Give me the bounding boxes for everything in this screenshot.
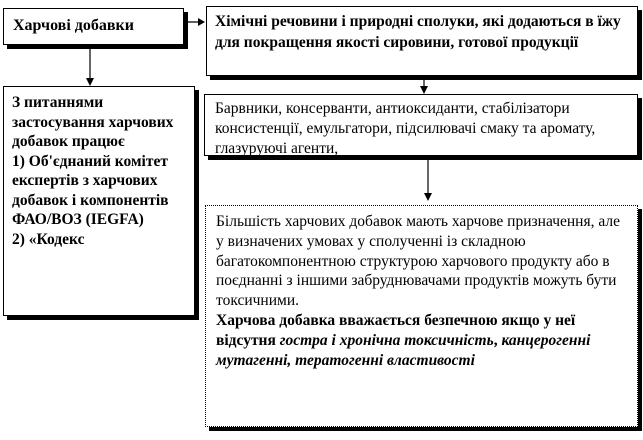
safety-acute-chronic-toxicity: гостра і хронічна токсичність [279, 331, 494, 349]
arrowhead-definition-to-types [420, 86, 428, 94]
arrowhead-types-to-safety [424, 193, 432, 201]
additive-types-box [204, 94, 638, 156]
safety-paragraph-2-lead: Харчова добавка вважається безпечною якщо у неї відсутня [216, 311, 576, 349]
safety-carcinogenic-properties: канцерогенні мутагенні, тератогенні властивості [216, 331, 591, 369]
bodies-item-1: 1) Об'єднаний комітет експертів з харчових добавок і компонентів ФАО/ВОЗ (IEGFA) [12, 152, 169, 228]
safety-box [205, 205, 638, 427]
additive-types-text: Барвники, консерванти, антиоксиданти, стабілізатори консистенції, емульгатори, підсилювачі смаку та аромату, глазуруючі агенти, [215, 100, 596, 156]
safety-separator: , [493, 331, 502, 349]
safety-paragraph-1: Більшість харчових добавок мають харчове призначення, але у визначених умовах у сполученні із складною багатокомпонентною структурою харчового продукту або в поєднанні з іншими забруднювачами продуктів можуть бути токсичними. [216, 213, 620, 310]
arrowhead-title-to-definition [198, 18, 205, 26]
title-text: Харчові добавки [13, 17, 134, 34]
regulatory-bodies-box [3, 86, 195, 316]
definition-text: Хімічні речовини і природні сполуки, які додаються в їжу для покращення якості сировини, готової продукції [215, 13, 621, 51]
bodies-item-2: 2) «Кодекс [12, 230, 85, 248]
food-additives-title-box [3, 8, 184, 45]
definition-box [206, 6, 638, 76]
arrowhead-title-to-bodies [86, 78, 94, 86]
bodies-intro: З питаннями застосування харчових добавок працює [12, 94, 174, 150]
